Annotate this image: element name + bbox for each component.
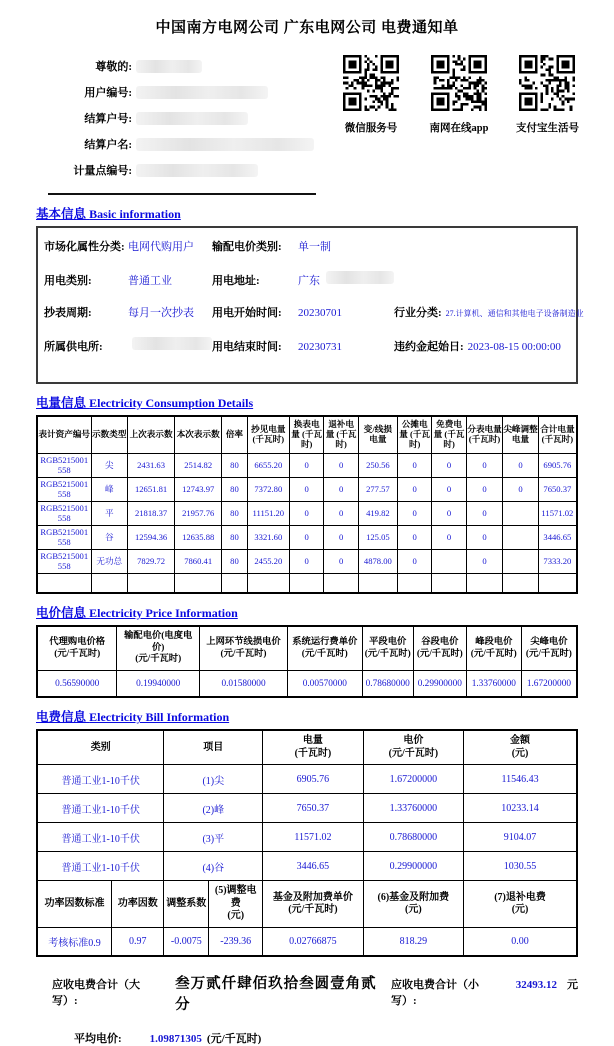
table-cell: 1.33760000 xyxy=(466,670,521,697)
field-metering-point xyxy=(36,157,326,183)
table-cell: 平 xyxy=(91,501,128,525)
table-row xyxy=(37,794,577,823)
totals-row xyxy=(36,972,578,1014)
table-cell xyxy=(91,573,128,593)
table-row xyxy=(37,501,577,525)
table-cell: 0 xyxy=(324,549,358,573)
column-header: 表计资产编号 xyxy=(37,416,91,453)
table-cell: 7829.72 xyxy=(128,549,175,573)
table-cell: 0 xyxy=(289,525,323,549)
column-header: 平段电价 (元/千瓦时) xyxy=(362,626,413,670)
table-cell: 0 xyxy=(466,525,503,549)
table-cell: 无功总 xyxy=(91,549,128,573)
qr-label: 支付宝生活号 xyxy=(516,123,579,134)
table-cell: 80 xyxy=(222,525,247,549)
table-cell: -0.0075 xyxy=(164,927,209,956)
qr-app xyxy=(428,55,490,183)
table-cell: 普通工业1-10千伏 xyxy=(37,852,164,881)
table-cell: 0 xyxy=(432,453,466,477)
column-header: 代理购电价格 (元/千瓦时) xyxy=(37,626,117,670)
table-cell: 尖 xyxy=(91,453,128,477)
column-header: 功率因数 xyxy=(112,881,164,928)
total-lowercase-value: 32493.12 xyxy=(515,979,558,992)
table-cell: -239.36 xyxy=(209,927,263,956)
table-cell: 21957.76 xyxy=(175,501,222,525)
field-value: 每月一次抄表 xyxy=(128,307,194,319)
table-cell xyxy=(538,573,577,593)
table-cell: 21818.37 xyxy=(128,501,175,525)
field-value: 普通工业 xyxy=(128,275,172,287)
table-cell: 0 xyxy=(503,453,538,477)
table-cell: 0 xyxy=(397,501,431,525)
table-cell xyxy=(432,573,466,593)
field-label: 行业分类: xyxy=(394,307,442,319)
qr-label: 南网在线app xyxy=(429,123,489,134)
table-cell: 7650.37 xyxy=(538,477,577,501)
table-cell: 12635.88 xyxy=(175,525,222,549)
table-cell xyxy=(37,573,91,593)
column-header: 合计电量 (千瓦时) xyxy=(538,416,577,453)
column-header: 上次表示数 xyxy=(128,416,175,453)
field-start-date xyxy=(212,304,394,320)
table-row xyxy=(37,927,577,956)
table-cell: 1.33760000 xyxy=(363,794,463,823)
section-title-zh: 电价信息 xyxy=(36,606,87,621)
field-label: 违约金起始日: xyxy=(394,341,464,353)
column-header: 示数类型 xyxy=(91,416,128,453)
redacted-value xyxy=(136,164,258,177)
table-cell: RGB5215001558 xyxy=(37,501,91,525)
table-row xyxy=(37,573,577,593)
table-cell: 11151.20 xyxy=(247,501,289,525)
table-cell: RGB5215001558 xyxy=(37,477,91,501)
column-header: 金额 (元) xyxy=(464,730,577,765)
table-cell: 4878.00 xyxy=(358,549,397,573)
section-title-en: Electricity Price Information xyxy=(89,606,238,621)
table-cell: 谷 xyxy=(91,525,128,549)
table-cell: 0 xyxy=(397,453,431,477)
column-header: 类别 xyxy=(37,730,164,765)
table-cell: 0.00 xyxy=(464,927,577,956)
field-value: 2023-08-15 00:00:00 xyxy=(467,341,561,353)
column-header: 输配电价(电度电价) (元/千瓦时) xyxy=(117,626,200,670)
header xyxy=(36,51,578,183)
app-qr-icon xyxy=(431,55,487,111)
column-header: 退补电量 (千瓦时) xyxy=(324,416,358,453)
table-cell: 普通工业1-10千伏 xyxy=(37,823,164,852)
qr-label: 微信服务号 xyxy=(344,123,398,134)
consumption-table xyxy=(36,415,578,594)
field-label: 所属供电所: xyxy=(44,341,103,353)
table-cell: 6905.76 xyxy=(538,453,577,477)
table-cell: 2514.82 xyxy=(175,453,222,477)
column-header: 基金及附加费单价 (元/千瓦时) xyxy=(263,881,363,928)
field-label: 用户编号: xyxy=(84,87,132,99)
table-cell xyxy=(503,549,538,573)
table-cell xyxy=(289,573,323,593)
table-cell: 0.02766875 xyxy=(263,927,363,956)
total-lowercase xyxy=(391,976,578,1008)
table-cell: 0.19940000 xyxy=(117,670,200,697)
table-cell: 6655.20 xyxy=(247,453,289,477)
table-cell xyxy=(128,573,175,593)
table-row xyxy=(37,453,577,477)
bill-main-body xyxy=(37,765,577,881)
table-cell: 1.67200000 xyxy=(521,670,577,697)
table-cell: 0 xyxy=(289,477,323,501)
table-cell: 80 xyxy=(222,477,247,501)
table-cell: 12743.97 xyxy=(175,477,222,501)
table-cell: (1)尖 xyxy=(164,765,263,794)
page-title: 中国南方电网公司 广东电网公司 电费通知单 xyxy=(155,20,459,36)
field-label: 抄表周期: xyxy=(44,307,92,319)
table-row xyxy=(37,765,577,794)
column-header: 峰段电价 (元/千瓦时) xyxy=(466,626,521,670)
total-uppercase-label: 应收电费合计（大写）: xyxy=(52,979,140,1008)
table-cell: 0.97 xyxy=(112,927,164,956)
table-cell: 峰 xyxy=(91,477,128,501)
table-cell: 7860.41 xyxy=(175,549,222,573)
qr-alipay xyxy=(516,55,578,183)
account-fields xyxy=(36,51,326,183)
table-cell: 0 xyxy=(466,501,503,525)
average-price-value: 1.09871305 xyxy=(149,1033,202,1046)
table-cell xyxy=(175,573,222,593)
redacted-value xyxy=(136,138,314,151)
column-header: (6)基金及附加费 (元) xyxy=(363,881,463,928)
average-price-unit: (元/千瓦时) xyxy=(206,1033,262,1046)
table-cell: 0 xyxy=(397,549,431,573)
field-penalty-start xyxy=(394,338,570,354)
column-header: 功率因数标准 xyxy=(37,881,112,928)
table-cell: 0 xyxy=(466,549,503,573)
section-title-en: Basic information xyxy=(89,207,181,221)
table-cell: 1.67200000 xyxy=(363,765,463,794)
table-cell: 0.78680000 xyxy=(362,670,413,697)
table-cell: 80 xyxy=(222,453,247,477)
column-header: 本次表示数 xyxy=(175,416,222,453)
column-header: 换表电量 (千瓦时) xyxy=(289,416,323,453)
table-cell: 277.57 xyxy=(358,477,397,501)
table-cell: 80 xyxy=(222,501,247,525)
redacted-value xyxy=(326,271,394,284)
table-cell: 3446.65 xyxy=(263,852,363,881)
column-header: 尖峰电价 (元/千瓦时) xyxy=(521,626,577,670)
table-cell: 1030.55 xyxy=(464,852,577,881)
field-value: 20230731 xyxy=(298,341,342,353)
section-title-en: Electricity Bill Information xyxy=(89,710,230,725)
table-cell: 0 xyxy=(397,477,431,501)
field-label: 结算户名: xyxy=(84,139,132,151)
table-cell: RGB5215001558 xyxy=(37,549,91,573)
table-cell xyxy=(222,573,247,593)
redacted-value xyxy=(132,337,212,350)
column-header: 尖峰调整 电量 xyxy=(503,416,538,453)
table-cell: 11546.43 xyxy=(464,765,577,794)
table-header-row xyxy=(37,416,577,453)
price-title xyxy=(36,603,578,621)
total-lowercase-label: 应收电费合计（小写）: xyxy=(391,979,480,1008)
field-label: 用电地址: xyxy=(212,275,260,287)
table-row xyxy=(37,823,577,852)
field-label: 用电类别: xyxy=(44,275,92,287)
table-cell xyxy=(503,501,538,525)
field-value: 电网代购用户 xyxy=(128,241,194,253)
table-row xyxy=(37,670,577,697)
alipay-qr-icon xyxy=(519,55,575,111)
table-cell: 0 xyxy=(324,501,358,525)
table-cell: 0.56590000 xyxy=(37,670,117,697)
column-header: 系统运行费单价 (元/千瓦时) xyxy=(288,626,363,670)
table-cell: RGB5215001558 xyxy=(37,525,91,549)
table-header-row xyxy=(37,730,577,765)
redacted-value xyxy=(136,86,268,99)
column-header: (5)调整电费 (元) xyxy=(209,881,263,928)
table-cell: 2431.63 xyxy=(128,453,175,477)
column-header: 电量 (千瓦时) xyxy=(263,730,363,765)
table-row xyxy=(37,525,577,549)
table-cell xyxy=(503,525,538,549)
table-cell: 0.29900000 xyxy=(413,670,466,697)
table-cell: 0.78680000 xyxy=(363,823,463,852)
column-header: (7)退补电费 (元) xyxy=(464,881,577,928)
field-settlement-name xyxy=(36,131,326,157)
column-header: 项目 xyxy=(164,730,263,765)
table-cell: 0 xyxy=(289,453,323,477)
table-cell: 0 xyxy=(324,477,358,501)
redacted-value xyxy=(136,112,248,125)
table-cell: 0.29900000 xyxy=(363,852,463,881)
table-cell: 11571.02 xyxy=(538,501,577,525)
table-cell: 2455.20 xyxy=(247,549,289,573)
table-cell xyxy=(503,573,538,593)
field-value: 单一制 xyxy=(298,241,331,253)
field-address xyxy=(212,271,394,288)
table-header-row xyxy=(37,626,577,670)
section-title-zh: 基本信息 xyxy=(36,207,87,221)
table-cell: RGB5215001558 xyxy=(37,453,91,477)
table-cell xyxy=(324,573,358,593)
consumption-title xyxy=(36,393,578,411)
table-cell: 3321.60 xyxy=(247,525,289,549)
column-header: 谷段电价 (元/千瓦时) xyxy=(413,626,466,670)
column-header: 调整系数 xyxy=(164,881,209,928)
table-cell: 12651.81 xyxy=(128,477,175,501)
field-tariff-type xyxy=(212,238,394,254)
qr-wechat xyxy=(340,55,402,183)
column-header: 变/线损 电量 xyxy=(358,416,397,453)
bill-title xyxy=(36,707,578,725)
table-row xyxy=(37,549,577,573)
table-cell xyxy=(397,573,431,593)
section-title-en: Electricity Consumption Details xyxy=(89,396,254,410)
table-cell: 6905.76 xyxy=(263,765,363,794)
column-header: 抄见电量 (千瓦时) xyxy=(247,416,289,453)
column-header: 上网环节线损电价 (元/千瓦时) xyxy=(200,626,288,670)
table-header-row xyxy=(37,881,577,928)
average-price-row xyxy=(36,1030,578,1046)
table-cell: 818.29 xyxy=(363,927,463,956)
field-power-station xyxy=(44,337,212,354)
table-cell: 0 xyxy=(466,453,503,477)
section-title-zh: 电量信息 xyxy=(36,396,87,410)
field-label: 结算户号: xyxy=(84,113,132,125)
field-label: 用电结束时间: xyxy=(212,341,282,353)
table-cell: 3446.65 xyxy=(538,525,577,549)
total-uppercase-value: 叁万贰仟肆佰玖拾叁圆壹角贰分 xyxy=(175,976,377,1014)
field-settlement-number xyxy=(36,105,326,131)
divider xyxy=(48,193,316,195)
basic-info-row xyxy=(44,304,584,337)
table-cell: 250.56 xyxy=(358,453,397,477)
field-value: 20230701 xyxy=(298,307,342,319)
table-cell: (2)峰 xyxy=(164,794,263,823)
table-cell: 9104.07 xyxy=(464,823,577,852)
redacted-value xyxy=(136,60,202,73)
consumption-body xyxy=(37,453,577,593)
table-cell: 7333.20 xyxy=(538,549,577,573)
table-cell: 考核标准0.9 xyxy=(37,927,112,956)
column-header: 倍率 xyxy=(222,416,247,453)
total-lowercase-unit: 元 xyxy=(567,979,579,992)
table-cell: 11571.02 xyxy=(263,823,363,852)
table-cell: 0 xyxy=(324,525,358,549)
table-cell xyxy=(247,573,289,593)
table-cell: 0 xyxy=(397,525,431,549)
bill-table xyxy=(36,729,578,957)
table-cell: 0 xyxy=(289,549,323,573)
column-header: 免费电量 (千瓦时) xyxy=(432,416,466,453)
basic-info-box xyxy=(36,226,584,384)
table-cell xyxy=(432,549,466,573)
table-cell: 7372.80 xyxy=(247,477,289,501)
field-value: 27.计算机、通信和其他电子设备制造业 xyxy=(445,309,584,318)
table-cell xyxy=(358,573,397,593)
table-cell xyxy=(466,573,503,593)
table-cell: 125.05 xyxy=(358,525,397,549)
field-reading-cycle xyxy=(44,304,212,320)
table-cell: 0 xyxy=(432,525,466,549)
field-label: 尊敬的: xyxy=(95,61,132,73)
basic-info-row xyxy=(44,337,570,370)
field-label: 市场化属性分类: xyxy=(44,241,125,253)
column-header: 分表电量 (千瓦时) xyxy=(466,416,503,453)
table-cell: (3)平 xyxy=(164,823,263,852)
field-label: 输配电价类别: xyxy=(212,241,282,253)
field-dear xyxy=(36,53,326,79)
average-price-label: 平均电价: xyxy=(74,1033,122,1046)
table-cell: 0.01580000 xyxy=(200,670,288,697)
table-cell: 0 xyxy=(432,501,466,525)
table-cell: 12594.36 xyxy=(128,525,175,549)
table-cell: 0 xyxy=(289,501,323,525)
basic-info-title xyxy=(36,204,578,222)
field-end-date xyxy=(212,338,394,354)
bill-adjust-body xyxy=(37,927,577,956)
field-value: 广东 xyxy=(298,275,320,287)
column-header: 公摊电量 (千瓦时) xyxy=(397,416,431,453)
basic-info-row xyxy=(44,238,570,271)
table-cell: 0.00570000 xyxy=(288,670,363,697)
field-usage-category xyxy=(44,272,212,288)
field-industry xyxy=(394,304,584,320)
price-body xyxy=(37,670,577,697)
wechat-qr-icon xyxy=(343,55,399,111)
table-cell: 0 xyxy=(503,477,538,501)
field-market-type xyxy=(44,238,212,254)
table-row xyxy=(37,852,577,881)
table-cell: (4)谷 xyxy=(164,852,263,881)
basic-info-row xyxy=(44,271,570,304)
column-header: 电价 (元/千瓦时) xyxy=(363,730,463,765)
price-table xyxy=(36,625,578,698)
table-cell: 0 xyxy=(432,477,466,501)
field-label: 用电开始时间: xyxy=(212,307,282,319)
table-row xyxy=(37,477,577,501)
section-title-zh: 电费信息 xyxy=(36,710,87,725)
field-label: 计量点编号: xyxy=(73,165,132,177)
table-cell: 普通工业1-10千伏 xyxy=(37,794,164,823)
table-cell: 7650.37 xyxy=(263,794,363,823)
table-cell: 0 xyxy=(324,453,358,477)
table-cell: 10233.14 xyxy=(464,794,577,823)
field-customer-number xyxy=(36,79,326,105)
table-cell: 419.82 xyxy=(358,501,397,525)
table-cell: 80 xyxy=(222,549,247,573)
table-cell: 普通工业1-10千伏 xyxy=(37,765,164,794)
qr-codes xyxy=(340,51,578,183)
table-cell: 0 xyxy=(466,477,503,501)
